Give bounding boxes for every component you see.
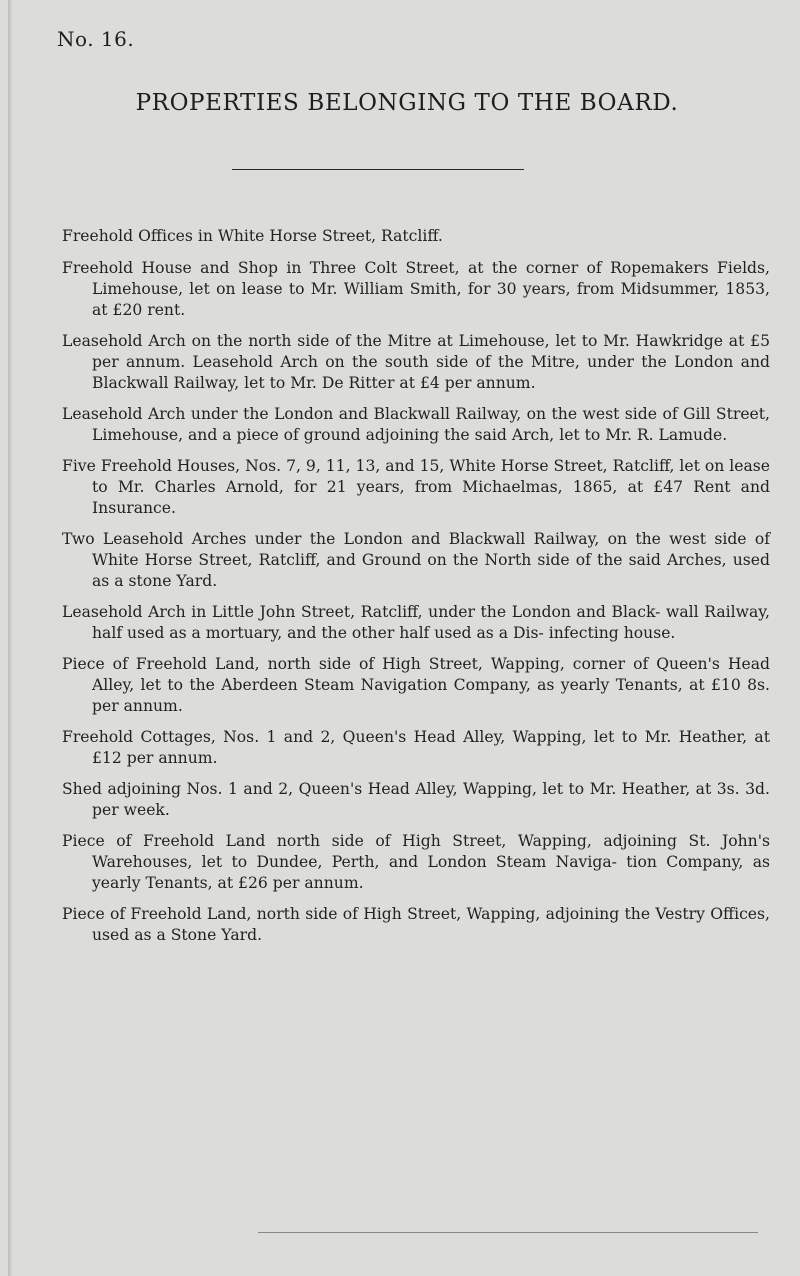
property-entry: Leasehold Arch on the north side of the Mitre at Limehouse, let to Mr. Hawkridge at £5 per annum. Leasehold Arch on the south side of the Mitre, under the London and Blackwall Railway, let to Mr. De Ritter at £4 per annum. (62, 332, 770, 392)
property-entry: Freehold Cottages, Nos. 1 and 2, Queen's Head Alley, Wapping, let to Mr. Heather, at £12 per annum. (62, 728, 770, 767)
property-entry: Piece of Freehold Land north side of High Street, Wapping, adjoining St. John's Warehouses, let to Dundee, Perth, and London Steam Naviga- tion Company, as yearly Tenants, at £26 per annum. (62, 832, 770, 892)
title-divider (232, 169, 524, 170)
property-entry: Five Freehold Houses, Nos. 7, 9, 11, 13, and 15, White Horse Street, Ratcliff, let on lease to Mr. Charles Arnold, for 21 years, from Michaelmas, 1865, at £47 Rent and Insurance. (62, 457, 770, 517)
property-list (62, 226, 770, 956)
page-number: No. 16. (57, 27, 135, 51)
page-bottom-edge (258, 1232, 758, 1233)
property-entry: Two Leasehold Arches under the London and Blackwall Railway, on the west side of White Horse Street, Ratcliff, and Ground on the North side of the said Arches, used as a stone Yard. (62, 530, 770, 590)
page-binding-edge (8, 0, 12, 1276)
property-entry: Freehold House and Shop in Three Colt Street, at the corner of Ropemakers Fields, Limehouse, let on lease to Mr. William Smith, for 30 years, from Midsummer, 1853, at £20 rent. (62, 259, 770, 319)
page-title: PROPERTIES BELONGING TO THE BOARD. (135, 90, 679, 116)
property-entry: Shed adjoining Nos. 1 and 2, Queen's Head Alley, Wapping, let to Mr. Heather, at 3s. 3d. per week. (62, 780, 770, 819)
property-entry: Leasehold Arch under the London and Blackwall Railway, on the west side of Gill Street, Limehouse, and a piece of ground adjoining the said Arch, let to Mr. R. Lamude. (62, 405, 770, 444)
property-entry: Piece of Freehold Land, north side of High Street, Wapping, adjoining the Vestry Offices, used as a Stone Yard. (62, 905, 770, 944)
property-entry: Freehold Offices in White Horse Street, Ratcliff. (62, 227, 443, 245)
property-entry: Piece of Freehold Land, north side of High Street, Wapping, corner of Queen's Head Alley, let to the Aberdeen Steam Navigation Company, as yearly Tenants, at £10 8s. per annum. (62, 655, 770, 715)
property-entry: Leasehold Arch in Little John Street, Ratcliff, under the London and Black- wall Railway, half used as a mortuary, and the other half used as a Dis- infecting house. (62, 603, 770, 642)
